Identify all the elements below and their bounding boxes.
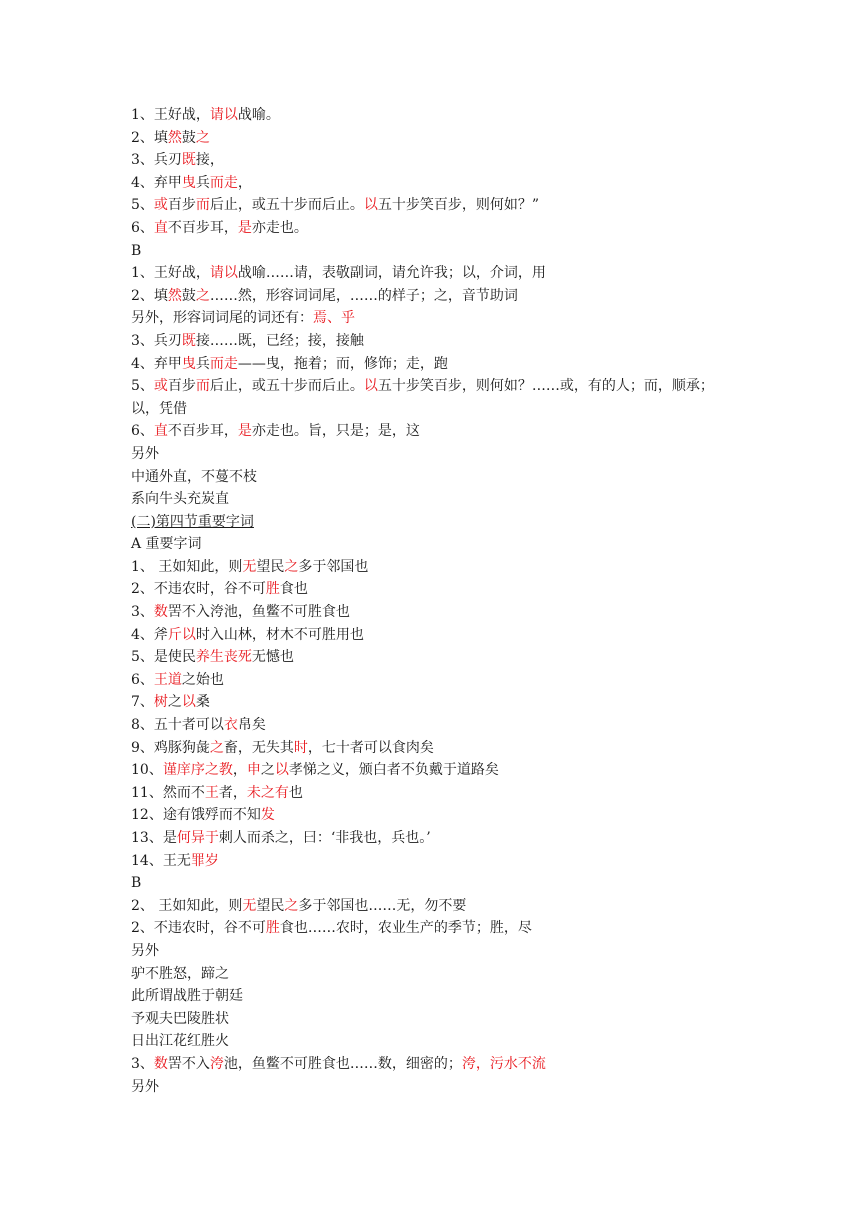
highlighted-term: 以	[181, 694, 196, 711]
text-segment: 6、	[131, 423, 154, 440]
text-segment: 5、	[131, 197, 154, 214]
highlighted-term: 无	[242, 897, 257, 914]
highlighted-term: 未之有	[246, 784, 289, 801]
text-line	[131, 1008, 741, 1031]
text-segment: 桑	[195, 694, 210, 711]
highlighted-term: 以	[363, 378, 378, 395]
text-segment: 另外	[131, 445, 159, 462]
text-segment: 刺人而杀之，曰：‘非我也，兵也。’	[218, 830, 431, 846]
text-segment: 百步	[167, 378, 196, 395]
text-segment: 望民	[256, 897, 285, 914]
text-segment: 也	[288, 784, 303, 801]
text-line	[131, 737, 741, 760]
text-segment: 战喻。	[237, 107, 280, 123]
text-line	[131, 127, 741, 150]
text-segment: ……然，形容词词尾，……的样子；之，音节助词	[209, 287, 518, 304]
text-segment: 鼓	[181, 287, 196, 304]
text-line	[131, 578, 741, 601]
highlighted-term: 或	[153, 197, 168, 214]
text-segment: 10、	[131, 762, 163, 779]
text-line	[131, 1076, 741, 1099]
text-segment: 接，	[195, 152, 224, 169]
text-line	[131, 556, 741, 579]
highlighted-term: 而走	[209, 174, 238, 191]
text-segment: 另外，形容词词尾的词还有：	[131, 310, 313, 327]
text-segment: 接……既，已经；接，接触	[195, 332, 364, 349]
text-segment: 6、	[131, 671, 154, 688]
text-line	[131, 511, 741, 534]
highlighted-term: 既	[181, 152, 196, 169]
text-line	[131, 759, 741, 782]
text-segment: 之始也	[181, 671, 224, 688]
text-segment: 兵	[195, 355, 210, 372]
highlighted-term: 以	[274, 762, 289, 779]
highlighted-term: 而	[195, 378, 210, 395]
text-segment: 予观夫巴陵胜状	[131, 1010, 229, 1027]
text-segment: 食也……农时，农业生产的季节；胜，尽	[279, 920, 532, 937]
text-segment: 1、 王如知此，则	[131, 558, 243, 575]
text-segment: 战喻……请，表敬副词，请允许我；以，介词，用	[237, 265, 546, 282]
text-line	[131, 420, 741, 443]
highlighted-term: 无	[242, 558, 257, 575]
highlighted-term: 既	[181, 332, 196, 349]
text-segment: 2、不违农时，谷不可	[131, 581, 266, 598]
text-segment: 14、王无	[131, 852, 191, 869]
text-segment: 畜，无失其	[223, 739, 294, 756]
text-segment: 驴不胜怒，蹄之	[131, 965, 229, 982]
highlighted-term: 王道	[153, 671, 182, 688]
highlighted-term: 请以	[209, 107, 238, 123]
text-segment: 3、	[131, 1055, 154, 1072]
section-heading: (二)第四节重要字词	[131, 513, 254, 530]
highlighted-term: 数	[153, 1055, 168, 1072]
text-segment: 兵	[195, 174, 210, 191]
text-line	[131, 827, 741, 850]
text-line	[131, 375, 741, 420]
text-segment: 4、弃甲	[131, 174, 182, 191]
highlighted-term: 发	[260, 807, 275, 824]
text-line	[131, 466, 741, 489]
highlighted-term: 王	[204, 784, 219, 801]
text-segment: 五十步笑百步，则何如？……或，有的人；而，顺承；以，凭借	[131, 378, 714, 417]
highlighted-term: 斤以	[167, 626, 196, 643]
text-segment: 7、	[131, 694, 154, 711]
text-segment: 望民	[256, 558, 285, 575]
text-segment: 5、	[131, 378, 154, 395]
highlighted-term: 曳	[181, 174, 196, 191]
text-segment: 3、兵刃	[131, 332, 182, 349]
text-segment: 3、	[131, 604, 154, 621]
highlighted-term: 时	[293, 739, 308, 756]
text-segment: B	[131, 242, 142, 259]
text-line	[131, 149, 741, 172]
text-line	[131, 488, 741, 511]
text-segment: 无憾也	[251, 649, 294, 666]
text-segment: 之	[260, 762, 275, 779]
text-segment: 1、王好战，	[131, 107, 210, 123]
text-segment: 日出江花红胜火	[131, 1033, 229, 1050]
text-segment: 后止，或五十步而后止。	[209, 378, 364, 395]
text-segment: 多于邻国也……无，勿不要	[298, 897, 467, 914]
text-line	[131, 850, 741, 873]
text-segment: 6、	[131, 219, 154, 236]
highlighted-term: 直	[153, 219, 168, 236]
text-segment: A 重要字词	[131, 536, 202, 553]
text-line	[131, 194, 741, 217]
text-segment: 2、填	[131, 287, 168, 304]
text-segment: 五十步笑百步，则何如？”	[377, 197, 540, 214]
highlighted-term: 是	[237, 219, 252, 236]
text-segment: 后止，或五十步而后止。	[209, 197, 364, 214]
text-segment: 中通外直，不蔓不枝	[131, 468, 257, 485]
text-line	[131, 782, 741, 805]
text-segment: 孝悌之义，颁白者不负戴于道路矣	[288, 762, 499, 779]
highlighted-term: 谨庠序之教	[162, 762, 233, 779]
text-segment: 13、是	[131, 830, 177, 846]
text-line	[131, 217, 741, 240]
text-segment: 时入山林，材木不可胜用也	[195, 626, 364, 643]
text-segment: 亦走也。	[251, 219, 308, 236]
text-line	[131, 872, 741, 895]
text-segment: 另外	[131, 1078, 159, 1095]
text-segment: 4、弃甲	[131, 355, 182, 372]
highlighted-term: 养生丧死	[195, 649, 252, 666]
text-segment: 多于邻国也	[298, 558, 369, 575]
text-line	[131, 285, 741, 308]
highlighted-term: 之	[284, 558, 299, 575]
text-segment: 5、是使民	[131, 649, 196, 666]
highlighted-term: 而	[195, 197, 210, 214]
text-line	[131, 714, 741, 737]
text-line	[131, 940, 741, 963]
text-segment: 1、王好战，	[131, 265, 210, 282]
text-line	[131, 804, 741, 827]
highlighted-term: 直	[153, 423, 168, 440]
text-line	[131, 985, 741, 1008]
text-line	[131, 307, 741, 330]
highlighted-term: 胜	[265, 920, 280, 937]
highlighted-term: 焉、乎	[313, 310, 355, 327]
highlighted-term: 洿，污水不流	[461, 1055, 546, 1072]
text-segment: 11、然而不	[131, 784, 205, 801]
text-segment: B	[131, 875, 142, 892]
text-line	[131, 1030, 741, 1053]
highlighted-term: 何异于	[176, 830, 219, 846]
text-line	[131, 240, 741, 263]
text-segment: 池，鱼鳖不可胜食也……数，细密的；	[223, 1055, 462, 1072]
text-segment: 4、斧	[131, 626, 168, 643]
text-line	[131, 669, 741, 692]
text-segment: 罟不入洿池，鱼鳖不可胜食也	[167, 604, 350, 621]
text-segment: 百步	[167, 197, 196, 214]
text-line	[131, 330, 741, 353]
text-line	[131, 624, 741, 647]
text-segment: 另外	[131, 942, 159, 959]
text-line	[131, 104, 741, 127]
text-segment: 8、五十者可以	[131, 717, 224, 734]
highlighted-term: 或	[153, 378, 168, 395]
text-line	[131, 691, 741, 714]
highlighted-term: 树	[153, 694, 168, 711]
text-line	[131, 172, 741, 195]
text-line	[131, 1053, 741, 1076]
highlighted-term: 数	[153, 604, 168, 621]
highlighted-term: 之	[195, 287, 210, 304]
text-segment: 9、鸡豚狗彘	[131, 739, 210, 756]
text-segment: 食也	[279, 581, 308, 598]
highlighted-term: 胜	[265, 581, 280, 598]
highlighted-term: 洿	[209, 1055, 224, 1072]
text-segment: 鼓	[181, 129, 196, 146]
text-segment: 不百步耳，	[167, 219, 238, 236]
text-segment: 帛矣	[237, 717, 266, 734]
highlighted-term: 请以	[209, 265, 238, 282]
text-segment: 12、途有饿殍而不知	[131, 807, 261, 824]
text-segment: 2、填	[131, 129, 168, 146]
text-segment: ，七十者可以食肉矣	[307, 739, 434, 756]
text-line	[131, 262, 741, 285]
document-body	[131, 104, 741, 1098]
highlighted-term: 衣	[223, 717, 238, 734]
highlighted-term: 之	[284, 897, 299, 914]
highlighted-term: 申	[246, 762, 261, 779]
highlighted-term: 以	[363, 197, 378, 214]
text-segment: 亦走也。旨，只是；是，这	[251, 423, 420, 440]
highlighted-term: 罪岁	[190, 852, 219, 869]
text-segment: 系向牛头充炭直	[131, 491, 229, 508]
highlighted-term: 然	[167, 129, 182, 146]
text-segment: ，	[232, 762, 247, 779]
text-segment: ——曳，拖着；而，修饰；走，跑	[237, 355, 448, 372]
highlighted-term: 之	[195, 129, 210, 146]
text-line	[131, 353, 741, 376]
text-line	[131, 646, 741, 669]
text-line	[131, 963, 741, 986]
text-segment: 罟不入	[167, 1055, 210, 1072]
text-line	[131, 533, 741, 556]
text-line	[131, 443, 741, 466]
text-line	[131, 601, 741, 624]
highlighted-term: 然	[167, 287, 182, 304]
highlighted-term: 曳	[181, 355, 196, 372]
text-segment: ，	[237, 174, 252, 191]
text-segment: 不百步耳，	[167, 423, 238, 440]
text-segment: 2、不违农时，谷不可	[131, 920, 266, 937]
text-line	[131, 917, 741, 940]
text-segment: 之	[167, 694, 182, 711]
text-line	[131, 895, 741, 918]
text-segment: 者，	[218, 784, 247, 801]
highlighted-term: 是	[237, 423, 252, 440]
highlighted-term: 之	[209, 739, 224, 756]
highlighted-term: 而走	[209, 355, 238, 372]
text-segment: 3、兵刃	[131, 152, 182, 169]
text-segment: 此所谓战胜于朝廷	[131, 988, 243, 1005]
text-segment: 2、 王如知此，则	[131, 897, 243, 914]
